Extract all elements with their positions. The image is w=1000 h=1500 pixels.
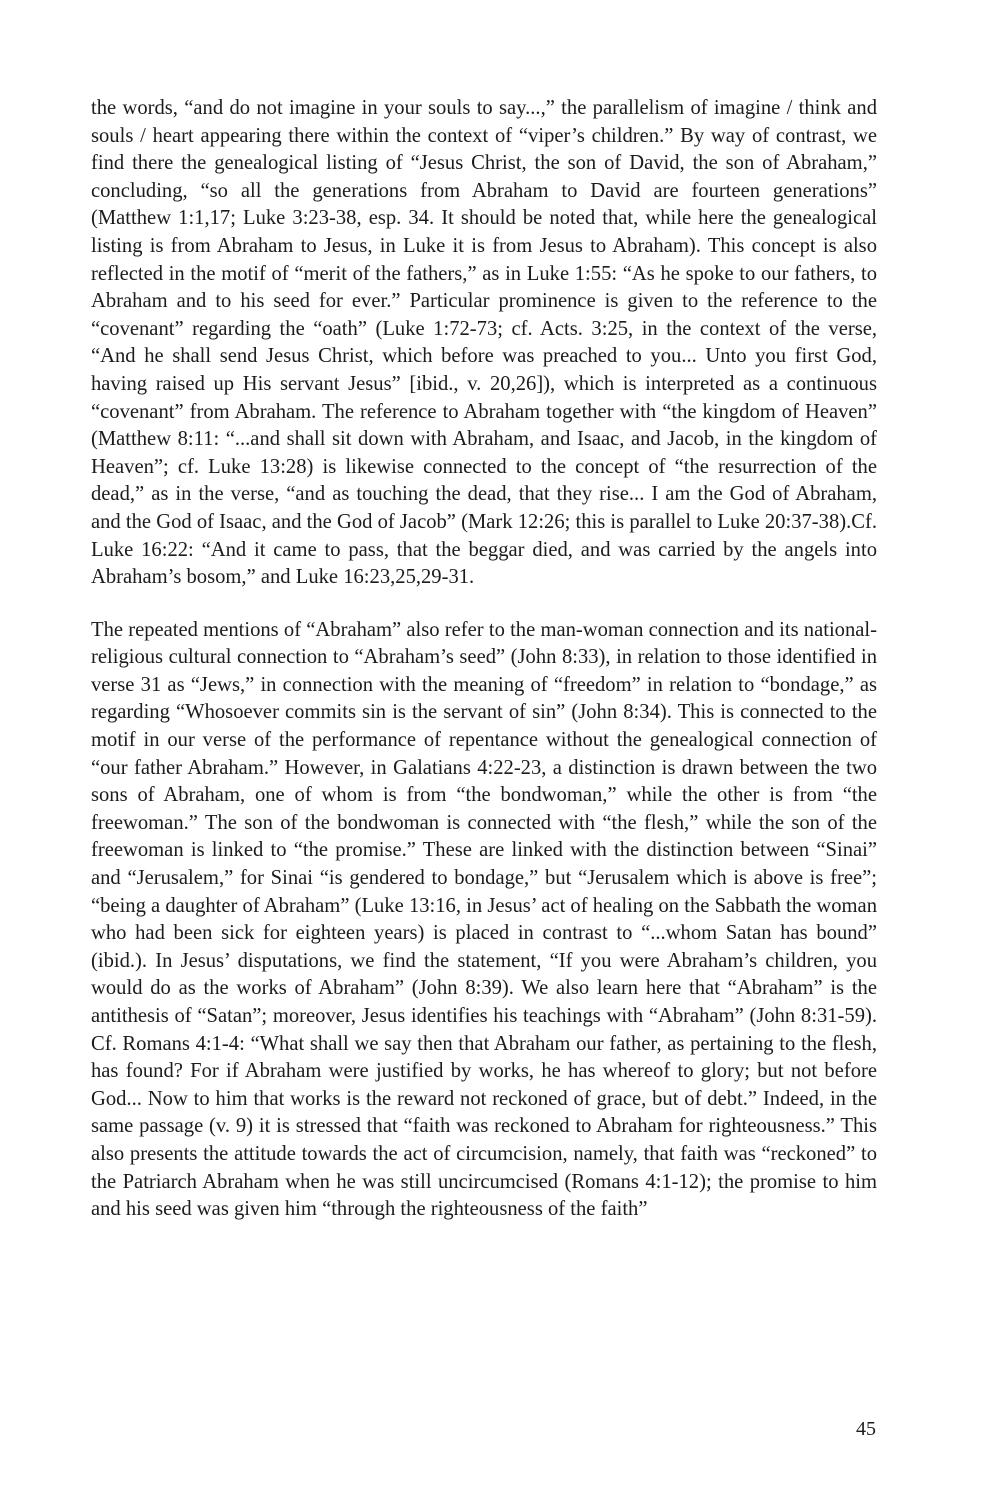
paragraph-abrahams-seed: The repeated mentions of “Abraham” also refer to the man-woman connection and its national-religious cultural connection to “Abraham’s seed” (John 8:33), in relation to those identified in verse 31 as “Jews,” in connection with the meaning of “freedom” in relation to “bondage,” as regarding “Whosoever commits sin is the servant of sin” (John 8:34). This is connected to the motif in our verse of the performance of repentance without the genealogical connection of “our father Abraham.” However, in Galatians 4:22-23, a distinction is drawn between the two sons of Abraham, one of whom is from “the bondwoman,” while the other is from “the freewoman.” The son of the bondwoman is connected with “the flesh,” while the son of the freewoman is linked to “the promise.” These are linked with the distinction between “Sinai” and “Jerusalem,” for Sinai “is gendered to bondage,” but “Jerusalem which is above is free”; “being a daughter of Abraham” (Luke 13:16, in Jesus’ act of healing on the Sabbath the woman who had been sick for eighteen years) is placed in contrast to “...whom Satan has bound” (ibid.). In Jesus’ disputations, we find the statement, “If you were Abraham’s children, you would do as the works of Abraham” (John 8:39). We also learn here that “Abraham” is the antithesis of “Satan”; moreover, Jesus identifies his teachings with “Abraham” (John 8:31-59). Cf. Romans 4:1-4: “What shall we say then that Abraham our father, as pertaining to the flesh, has found? For if Abraham were justified by works, he has whereof to glory; but not before God... Now to him that works is the reward not reckoned of grace, but of debt.” Indeed, in the same passage (v. 9) it is stressed that “faith was reckoned to Abraham for righteousness.” This also presents the attitude towards the act of circumcision, namely, that faith was “reckoned” to the Patriarch Abraham when he was still uncircumcised (Romans 4:1-12); the promise to him and his seed was given him “through the righteousness of the faith” <box>91 618 877 1221</box>
body-text <box>91 95 877 1224</box>
paragraph-genealogy-of-abraham: the words, “and do not imagine in your souls to say...,” the parallelism of imagine / think and souls / heart appearing there within the context of “viper’s children.” By way of contrast, we find there the genealogical listing of “Jesus Christ, the son of David, the son of Abraham,” concluding, “so all the generations from Abraham to David are fourteen generations” (Matthew 1:1,17; Luke 3:23-38, esp. 34. It should be noted that, while here the genealogical listing is from Abraham to Jesus, in Luke it is from Jesus to Abraham). This concept is also reflected in the motif of “merit of the fathers,” as in Luke 1:55: “As he spoke to our fathers, to Abraham and to his seed for ever.” Particular prominence is given to the reference to the “covenant” regarding the “oath” (Luke 1:72-73; cf. Acts. 3:25, in the context of the verse, “And he shall send Jesus Christ, which before was preached to you... Unto you first God, having raised up His servant Jesus” [ibid., v. 20,26]), which is interpreted as a continuous “covenant” from Abraham. The reference to Abraham together with “the kingdom of Heaven” (Matthew 8:11: “...and shall sit down with Abraham, and Isaac, and Jacob, in the kingdom of Heaven”; cf. Luke 13:28) is likewise connected to the concept of “the resurrection of the dead,” as in the verse, “and as touching the dead, that they rise... I am the God of Abraham, and the God of Isaac, and the God of Jacob” (Mark 12:26; this is parallel to Luke 20:37-38).Cf. Luke 16:22: “And it came to pass, that the beggar died, and was carried by the angels into Abraham’s bosom,” and Luke 16:23,25,29-31. <box>91 97 877 589</box>
page-number: 45 <box>856 1418 876 1440</box>
